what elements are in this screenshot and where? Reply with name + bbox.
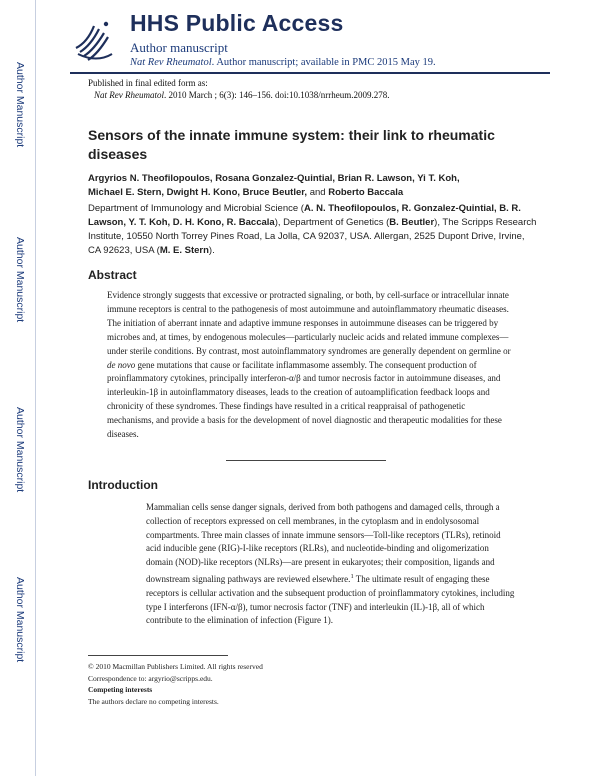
availability-line: Nat Rev Rheumatol. Author manuscript; available in PMC 2015 May 19. [130,57,436,68]
publication-info: Published in final edited form as: Nat Rev Rheumatol. 2010 March ; 6(3): 146–156. doi:10.1038/nrrheum.2009.278. [88,78,390,100]
sidebar-label-1: Author Manuscript [14,62,26,148]
reference-link[interactable]: 1 [350,572,354,580]
abstract-divider [226,460,386,461]
manuscript-label: Author manuscript [130,40,228,55]
hhs-eagle-logo-icon [70,14,118,66]
abstract-text: Evidence strongly suggests that excessive or protracted signaling, or both, by cell-surface or intracellular innate immune receptors is central to the pathogenesis of most autoimmune and autoinflammatory rheumatic diseases. The initiation of aberrant innate and adaptive immune responses in autoimmune diseases can be triggered by microbes and, at times, by endogenous molecules—particularly nucleic acids and related immune complexes—under sterile conditions. By contrast, most autoinflammatory syndromes are generally dependent on germline or de novo gene mutations that cause or facilitate inflammasome assembly. The consequent production of proinflammatory cytokines, principally interferon-α/β and tumor necrosis factor in autoimmune diseases, and interleukin-1β in autoinflammatory diseases, leads to the creation of autoamplification feedback loops and chronicity of these syndromes. These findings have resulted in a critical reappraisal of pathogenetic mechanisms, and provide a basis for the development of novel diagnostic and therapeutic modalities for these diseases. [107,290,511,440]
competing-interests-text: The authors declare no competing interests. [88,696,219,706]
hhs-title: HHS Public Access [130,10,344,36]
affiliations: Department of Immunology and Microbial Science (A. N. Theofilopoulos, R. Gonzalez-Quintial, B. R. Lawson, Y. T. Koh, D. H. Kono, R. Baccala), Department of Genetics (B. Beutler), The Scripps Research Institute, 10550 North Torrey Pines Road, La Jolla, CA 92037, USA. Allergan, 2525 Dupont Drive, Irvine, CA 92623, USA (M. E. Stern). [88,203,537,256]
header-rule [70,72,550,74]
sidebar-label-3: Author Manuscript [14,407,26,493]
article-title: Sensors of the innate immune system: their link to rheumatic diseases [88,127,495,162]
introduction-heading: Introduction [88,478,158,492]
correspondence-note: Correspondence to: argyrio@scripps.edu. [88,673,213,683]
footnotes [88,661,538,707]
sidebar-label-2: Author Manuscript [14,237,26,323]
author-list: Argyrios N. Theofilopoulos, Rosana Gonzalez-Quintial, Brian R. Lawson, Yi T. Koh, Michael E. Stern, Dwight H. Kono, Bruce Beutler, and Roberto Baccala [88,173,460,198]
footnote-divider [88,655,228,656]
introduction-text: Mammalian cells sense danger signals, derived from both pathogens and damaged cells, through a collection of receptors expressed on cell membranes, in the cytoplasm and in endolysosomal compartments. Three main classes of innate immune sensors—Toll-like receptors (TLRs), retinoid acid inducible gene (RIG)-I-like receptors (RLRs), and nucleotide-binding and oligomerization domain (NOD)-like receptors (NLRs)—are present in eukaryotes; their composition, ligands and downstream signaling pathways are reviewed elsewhere.$^1$ The ultimate result of engaging these receptors is cellular activation and the subsequent production of proinflammatory cytokines, including type I interferons (IFN-α/β), tumor necrosis factor (TNF) and interleukin (IL)-1β, all of which contribute to the elimination of infection (Figure 1). [146,502,515,626]
abstract-heading: Abstract [88,268,137,282]
sidebar-label-4: Author Manuscript [14,577,26,663]
competing-interests-heading: Competing interests [88,685,153,694]
copyright-notice: © 2010 Macmillan Publishers Limited. All rights reserved [88,662,263,671]
